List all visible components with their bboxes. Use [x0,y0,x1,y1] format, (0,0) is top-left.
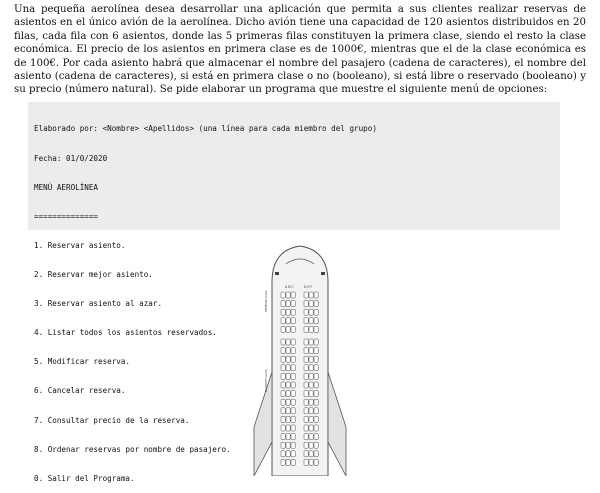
seat [304,373,308,379]
seat [281,399,285,405]
seat [309,348,313,354]
left-wing [254,372,272,476]
seat [286,365,290,371]
code-line: MENÚ AEROLÍNEA [34,182,99,192]
seat [314,365,318,371]
seat [281,339,285,345]
seat [286,292,290,298]
seat [309,292,313,298]
seat [309,365,313,371]
seat [309,309,313,315]
seat [291,391,295,397]
seat [291,399,295,405]
seat [291,318,295,324]
seat [281,416,285,422]
seat [291,326,295,332]
code-line: 5. Modificar reserva. [34,357,131,367]
seat [281,442,285,448]
seat [309,459,313,465]
seat [314,309,318,315]
seat [314,326,318,332]
seat [286,442,290,448]
seat [291,292,295,298]
seat [281,434,285,440]
seat [286,434,290,440]
seat [291,434,295,440]
seat [286,309,290,315]
seat [291,442,295,448]
seat [291,356,295,362]
seat [304,326,308,332]
seat [281,348,285,354]
seat [314,373,318,379]
seat [314,391,318,397]
seat [286,339,290,345]
seat [309,408,313,414]
seat [309,373,313,379]
seat [281,451,285,457]
seat [309,318,313,324]
seat [304,459,308,465]
seat [286,425,290,431]
seat [314,382,318,388]
seat [304,356,308,362]
seat [281,391,285,397]
seat [286,382,290,388]
seat [281,292,285,298]
exit-marker [321,272,325,275]
seat [286,318,290,324]
seat [291,301,295,307]
seat [281,318,285,324]
seat [286,348,290,354]
first-class-label: PREMIUM CLASS [265,290,268,312]
seat [291,451,295,457]
seat [304,382,308,388]
seat [309,382,313,388]
seat [309,425,313,431]
seat [309,326,313,332]
seat-letters-left: A B C [285,285,294,289]
seat [314,434,318,440]
fuselage-outline [272,246,328,476]
code-line: 2. Reservar mejor asiento. [34,269,153,279]
seat [314,356,318,362]
seat [314,292,318,298]
code-line: 3. Reservar asiento al azar. [34,299,163,309]
seat [286,356,290,362]
seat [286,451,290,457]
seat [314,339,318,345]
seat [304,309,308,315]
seat [304,425,308,431]
seat [291,309,295,315]
seat [291,339,295,345]
seat [304,365,308,371]
seat [281,373,285,379]
seat [304,416,308,422]
seat [286,459,290,465]
code-line: 6. Cancelar reserva. [34,386,126,396]
seat [314,301,318,307]
seat [309,391,313,397]
right-wing [328,372,346,476]
seat [309,451,313,457]
code-line: 7. Consultar precio de la reserva. [34,415,190,425]
seat [286,373,290,379]
code-line: 4. Listar todos los asientos reservados. [34,328,217,338]
seat [281,459,285,465]
code-line: ============== [34,211,99,221]
seat [291,459,295,465]
seat [304,434,308,440]
economy-class-label: ECONOMY CLASS [265,369,268,392]
airplane-diagram [250,242,350,476]
seat [309,442,313,448]
code-line: 0. Salir del Programa. [34,473,135,483]
seat [309,399,313,405]
code-line: 8. Ordenar reservas por nombre de pasajero. [34,444,231,454]
problem-statement: Una pequeña aerolínea desea desarrollar una aplicación que permita a sus clientes realizar reservas de asientos en el único avión de la aerolínea. Dicho avión tiene una capacidad de 120 asientos distribuidos en 20 filas, cada fila con 6 asientos, donde las 5 primeras filas constituyen la primera clase, siendo el resto la clase económica. El precio de los asientos en primera clase es de 1000€, mientras que el de la clase económica es de 100€. Por cada asiento habrá que almacenar el nombre del pasajero (cadena de caracteres), el nombre del asiento (cadena de caracteres), si está en primera clase o no (booleano), si está libre o reservado (booleano) y su precio (número natural). Se pide elaborar un programa que muestre el siguiente menú de opciones: [14,4,586,96]
seat [314,399,318,405]
seat [291,348,295,354]
seat [286,301,290,307]
seat [286,408,290,414]
seat [314,459,318,465]
seat [304,408,308,414]
seat [286,416,290,422]
seat [304,339,308,345]
seat [281,408,285,414]
seat [309,356,313,362]
seat [314,442,318,448]
seat [286,399,290,405]
seat [314,348,318,354]
seat [281,326,285,332]
seat [281,356,285,362]
code-line: 1. Reservar asiento. [34,240,126,250]
seat [281,365,285,371]
seat [291,373,295,379]
seat [309,416,313,422]
seat [304,399,308,405]
seat [314,408,318,414]
airplane-seat-map [250,242,350,476]
seat [304,391,308,397]
seat [309,339,313,345]
seat [291,416,295,422]
seat [281,309,285,315]
code-line: Fecha: 01/0/2020 [34,153,108,163]
seat [281,382,285,388]
seat [314,318,318,324]
seat [304,318,308,324]
exit-marker [275,272,279,275]
seat [304,292,308,298]
seat [291,425,295,431]
seat [314,425,318,431]
seat-letters-right: D E F [304,285,313,289]
seat [304,442,308,448]
seat [291,382,295,388]
seat [304,301,308,307]
seat [314,451,318,457]
seat [286,326,290,332]
seat [281,301,285,307]
seat [304,348,308,354]
seat [281,425,285,431]
seat [286,391,290,397]
seat [309,301,313,307]
seat [291,365,295,371]
seat [291,408,295,414]
seat [314,416,318,422]
seat [304,451,308,457]
code-line: Elaborado por: <Nombre> <Apellidos> (una línea para cada miembro del grupo) [34,124,377,134]
seat [309,434,313,440]
